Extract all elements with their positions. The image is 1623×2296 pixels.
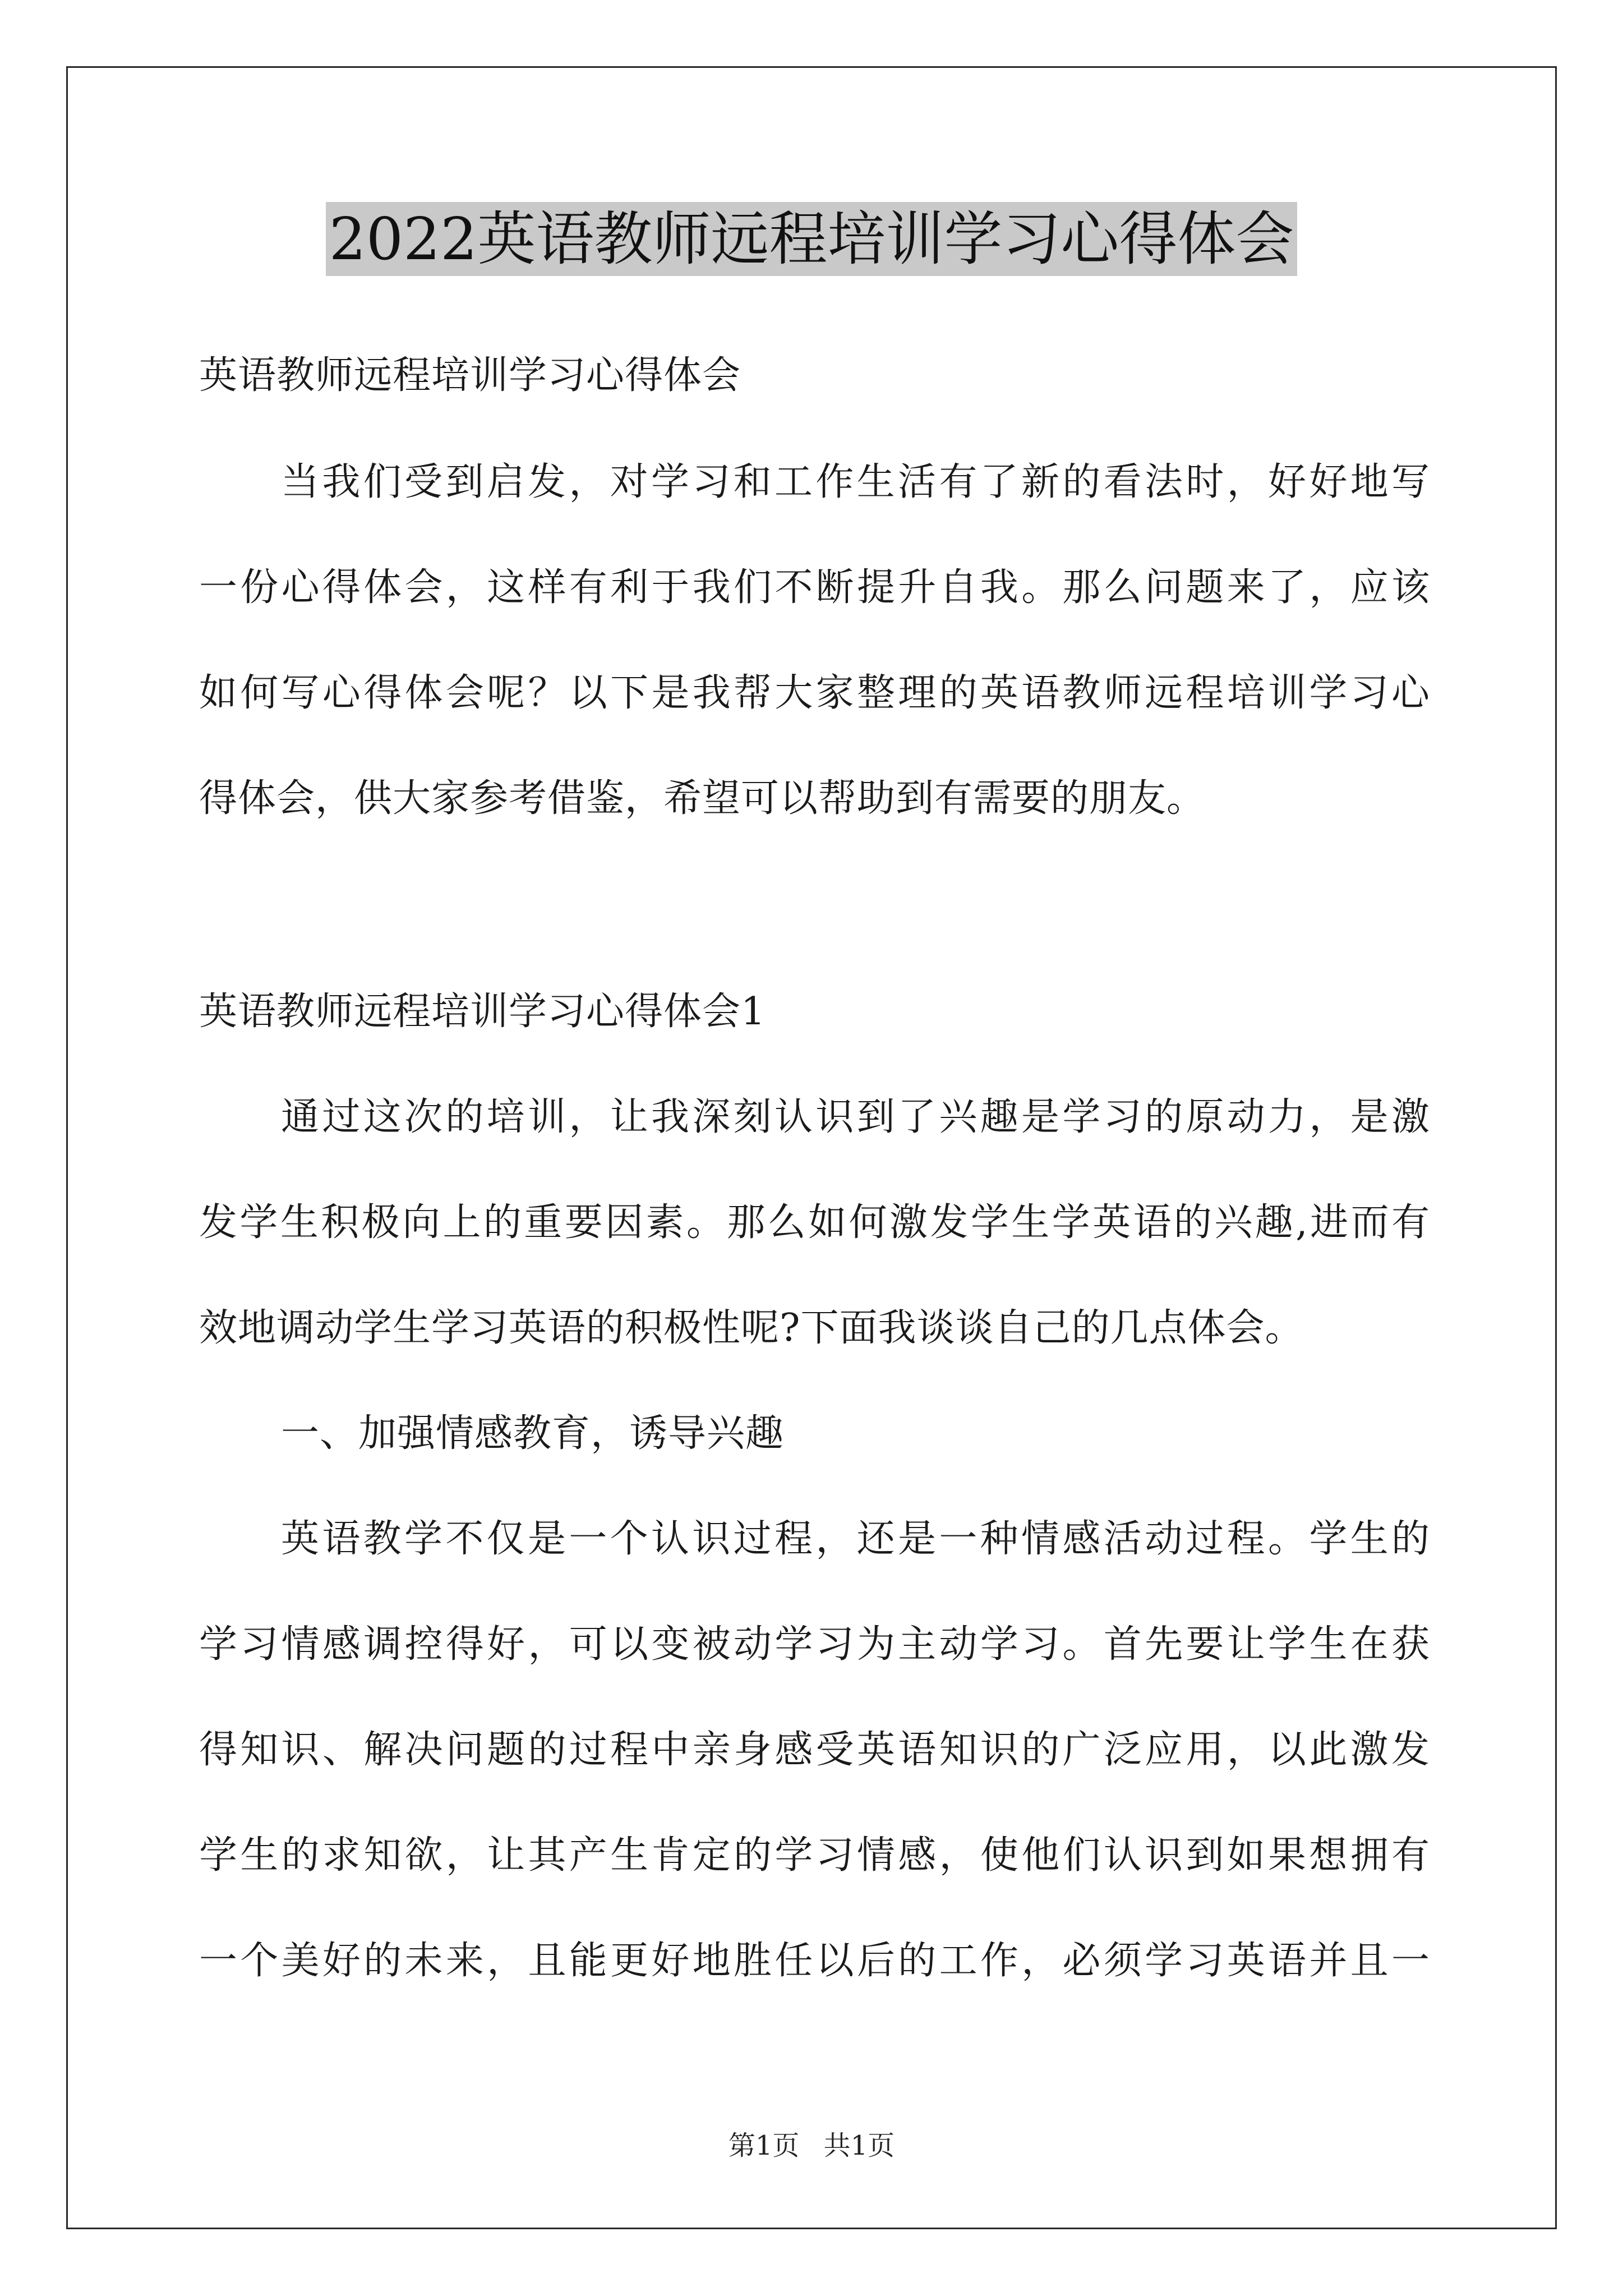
paragraph-line: 学习情感调控得好，可以变被动学习为主动学习。首先要让学生在获 xyxy=(199,1622,1430,1667)
paragraph-line: 当我们受到启发，对学习和工作生活有了新的看法时，好好地写 xyxy=(281,460,1430,504)
paragraph-line: 效地调动学生学习英语的积极性呢?下面我谈谈自己的几点体会。 xyxy=(199,1306,1304,1350)
title-container xyxy=(0,202,1623,276)
document-title: 2022英语教师远程培训学习心得体会 xyxy=(326,202,1298,276)
paragraph-line: 一份心得体会，这样有利于我们不断提升自我。那么问题来了，应该 xyxy=(199,565,1430,610)
page-footer xyxy=(0,2129,1623,2162)
section-heading: 英语教师远程培训学习心得体会 xyxy=(199,353,741,398)
paragraph-line: 得知识、解决问题的过程中亲身感受英语知识的广泛应用，以此激发 xyxy=(199,1728,1430,1772)
section-heading: 英语教师远程培训学习心得体会1 xyxy=(199,990,766,1034)
paragraph-line: 通过这次的培训，让我深刻认识到了兴趣是学习的原动力，是激 xyxy=(281,1095,1430,1139)
paragraph-line: 如何写心得体会呢？以下是我帮大家整理的英语教师远程培训学习心 xyxy=(199,671,1430,715)
paragraph-line: 英语教学不仅是一个认识过程，还是一种情感活动过程。学生的 xyxy=(281,1517,1430,1561)
paragraph-line: 得体会，供大家参考借鉴，希望可以帮助到有需要的朋友。 xyxy=(199,776,1206,821)
paragraph-line: 一个美好的未来，且能更好地胜任以后的工作，必须学习英语并且一 xyxy=(199,1939,1430,1983)
page-number: 第1页 xyxy=(728,2130,800,2161)
paragraph-line: 发学生积极向上的重要因素。那么如何激发学生学英语的兴趣,进而有 xyxy=(199,1200,1430,1245)
subsection-heading: 一、加强情感教育，诱导兴趣 xyxy=(281,1411,785,1456)
paragraph-line: 学生的求知欲，让其产生肯定的学习情感，使他们认识到如果想拥有 xyxy=(199,1833,1430,1878)
page-total: 共1页 xyxy=(823,2130,895,2161)
